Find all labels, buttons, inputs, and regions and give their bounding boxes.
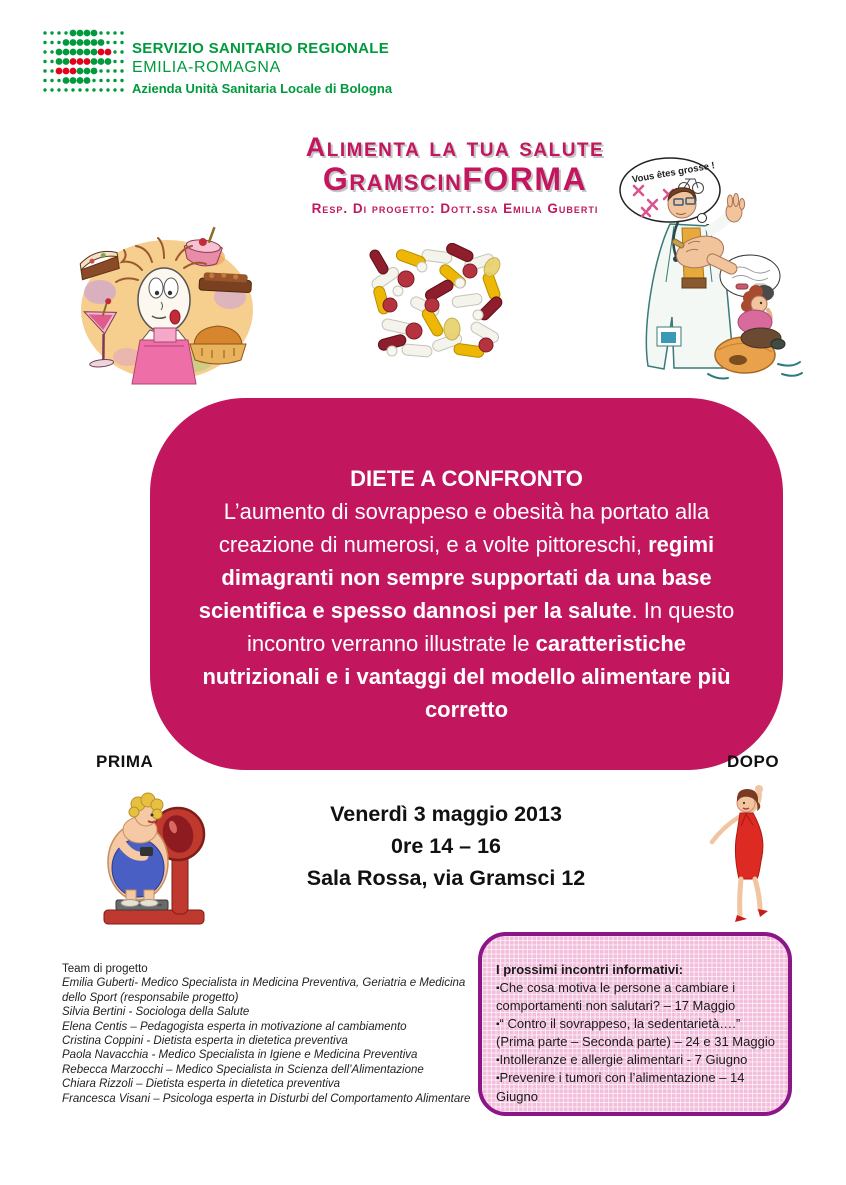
team-member: Francesca Visani – Psicologa esperta in Disturbi del Comportamento Alimentare (62, 1092, 471, 1105)
chocolate-log-icon (199, 271, 252, 292)
title-main: Alimenta la tua salute (305, 132, 605, 162)
organization-name (132, 40, 392, 96)
team-member: Emilia Guberti- Medico Specialista in Medicina Preventiva, Geriatria e Medicina dello Sport (responsabile progetto) (62, 977, 466, 1004)
org-line2: EMILIA-ROMAGNA (132, 59, 281, 76)
after-label: DOPO (727, 752, 780, 771)
bullet-icon: ▪ (496, 1018, 500, 1030)
team-member: Rebecca Marzocchi – Medico Specialista in Scienza dell’Alimentazione (62, 1063, 424, 1076)
event-date: Venerdì 3 maggio 2013 (330, 802, 562, 826)
doctor-patient-illustration (612, 152, 812, 397)
raised-hand (726, 194, 745, 223)
meeting-item (496, 979, 775, 1015)
meeting-item (496, 1015, 775, 1051)
org-line3: Azienda Unità Sanitaria Locale di Bologna (132, 81, 393, 96)
event-location: Sala Rossa, via Gramsci 12 (306, 866, 586, 890)
meeting-item-text: Intolleranze e allergie alimentari - 7 Giugno (499, 1051, 748, 1067)
team-member: Elena Centis – Pedagogista esperta in motivazione al cambiamento (62, 1020, 407, 1033)
diet-box-paragraph: L’aumento di sovrappeso e obesità ha portato alla creazione di numerosi, e a volte pittoreschi, regimi dimagranti non sempre supportati da una base scientifica e spesso dannosi per la salute. In questo incontro verranno illustrate le caratteristiche nutrizionali e i vantaggi del modello alimentare più corretto (198, 499, 735, 722)
diet-box-title: DIETE A CONFRONTO (350, 466, 583, 491)
org-line1: SERVIZIO SANITARIO REGIONALE (132, 40, 390, 57)
title-project-lead: Resp. Di progetto: Dott.ssa Emilia Guberti (311, 201, 599, 216)
meeting-item-text: Prevenire i tumori con l’alimentazione – 14 Giugno (496, 1070, 745, 1104)
region-logo (40, 28, 126, 101)
meeting-item-text: “ Contro il sovrappeso, la sedentarietà….” (Prima parte – Seconda parte) – 24 e 31 Maggio (496, 1015, 775, 1049)
food-temptation-illustration (72, 222, 257, 387)
team-section (62, 962, 480, 1106)
bullet-icon: ▪ (496, 1073, 500, 1084)
team-heading: Team di progetto (62, 963, 148, 975)
team-member: Paola Navacchia - Medico Specialista in Igiene e Medicina Preventiva (62, 1049, 418, 1062)
title-project-name: GramscinFORMA (322, 161, 588, 197)
meetings-heading: I prossimi incontri informativi: (496, 962, 684, 977)
region-logo-dots-icon (40, 28, 126, 96)
diet-info-box (150, 398, 783, 770)
meeting-item (496, 1069, 775, 1105)
meeting-item-text: Che cosa motiva le persone a cambiare i comportamenti non salutari? – 17 Maggio (496, 979, 736, 1013)
event-details (108, 798, 784, 894)
bullet-icon: ▪ (496, 982, 500, 994)
doctor-bubble-text: Vous êtes grosse ! (631, 160, 716, 186)
meetings-box (478, 932, 792, 1116)
before-label: PRIMA (96, 752, 154, 771)
team-member: Cristina Coppini - Dietista esperta in dietetica preventiva (62, 1035, 348, 1048)
team-member: Chiara Rizzoli – Dietista esperta in dietetica preventiva (62, 1078, 341, 1091)
meeting-item (496, 1051, 775, 1070)
team-member: Silvia Bertini - Sociologa della Salute (62, 1006, 250, 1019)
pills-illustration (362, 243, 512, 365)
event-time: 0re 14 – 16 (391, 834, 501, 858)
bullet-icon: ▪ (496, 1054, 500, 1066)
